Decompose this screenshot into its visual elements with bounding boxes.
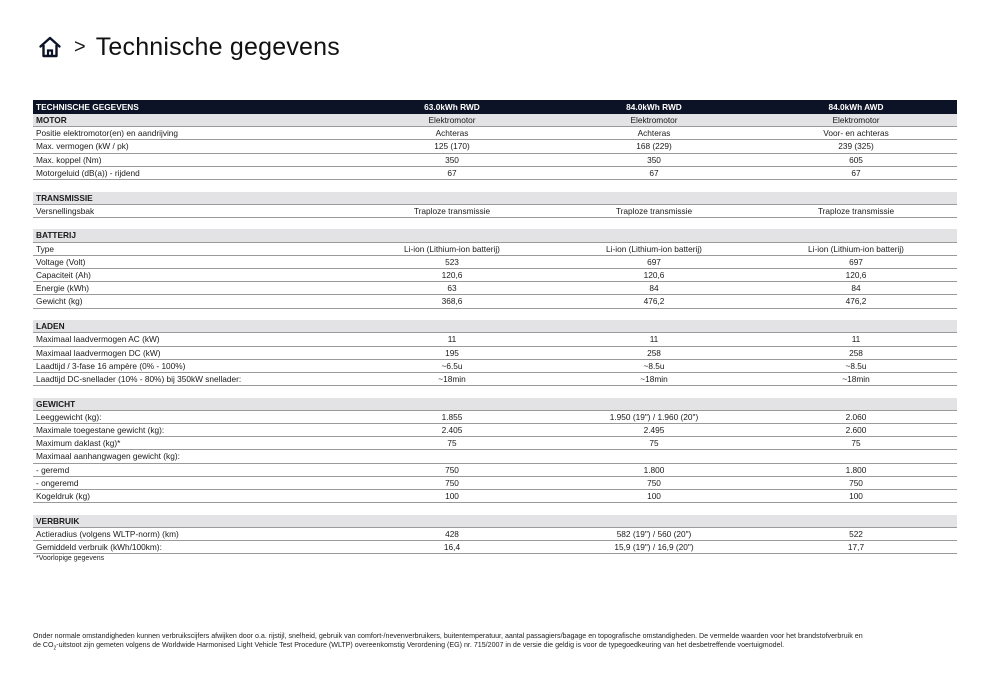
row-value: 750 [755, 476, 957, 489]
section-title-row [33, 192, 957, 205]
section-title-value [553, 229, 755, 242]
section-title-value [351, 320, 553, 333]
row-label: Maximaal laadvermogen AC (kW) [33, 333, 351, 346]
table-row [33, 269, 957, 282]
row-value: Traploze transmissie [553, 204, 755, 217]
row-label: Gewicht (kg) [33, 295, 351, 308]
row-value: ~8.5u [755, 359, 957, 372]
table-row [33, 359, 957, 372]
header-variant: 84.0kWh AWD [755, 100, 957, 114]
section-title-value [755, 320, 957, 333]
row-value: 67 [755, 166, 957, 179]
row-value: 11 [351, 333, 553, 346]
header-label: TECHNISCHE GEGEVENS [33, 100, 351, 114]
row-value: 67 [351, 166, 553, 179]
row-value: 75 [351, 437, 553, 450]
table-row [33, 476, 957, 489]
row-value: 84 [553, 282, 755, 295]
section-title-value: Elektromotor [351, 114, 553, 127]
row-value: 428 [351, 527, 553, 540]
row-value: Achteras [351, 127, 553, 140]
row-value: 17,7 [755, 541, 957, 554]
table-row [33, 527, 957, 540]
section-title-value: Elektromotor [755, 114, 957, 127]
row-label: Maximum daklast (kg)* [33, 437, 351, 450]
table-row [33, 166, 957, 179]
page-header [38, 30, 340, 64]
row-value: 120,6 [553, 269, 755, 282]
row-value: 2.060 [755, 410, 957, 423]
section-gap [33, 217, 957, 229]
gap-cell [33, 180, 957, 192]
row-value: 1.800 [755, 463, 957, 476]
spec-table [33, 100, 957, 554]
section-gap [33, 308, 957, 320]
row-value: 120,6 [755, 269, 957, 282]
breadcrumb-chevron: > [74, 35, 86, 58]
section-title-row [33, 398, 957, 411]
row-value: 368,6 [351, 295, 553, 308]
row-label: Max. vermogen (kW / pk) [33, 140, 351, 153]
row-value: 1.855 [351, 410, 553, 423]
table-row [33, 242, 957, 255]
row-label: Energie (kWh) [33, 282, 351, 295]
row-value: 2.600 [755, 424, 957, 437]
table-row [33, 490, 957, 503]
table-row [33, 295, 957, 308]
row-value: 258 [553, 346, 755, 359]
row-value: 350 [553, 153, 755, 166]
gap-cell [33, 217, 957, 229]
row-value: 476,2 [553, 295, 755, 308]
gap-cell [33, 503, 957, 515]
row-label: Laadtijd / 3-fase 16 ampère (0% - 100%) [33, 359, 351, 372]
row-value: 350 [351, 153, 553, 166]
section-gap [33, 386, 957, 398]
row-value: Li-ion (Lithium-ion batterij) [553, 242, 755, 255]
row-value: 84 [755, 282, 957, 295]
row-value [351, 450, 553, 463]
section-title: MOTOR [33, 114, 351, 127]
disclaimer-line-1: Onder normale omstandigheden kunnen verbruikscijfers afwijken door o.a. rijstijl, snelheid, gebruik van comfort-/nevenverbruikers, buitentemperatuur, aantal passagiers/bagage en topografische omstandigheden. De vermelde waarden voor het brandstofverbruik en [33, 632, 863, 640]
row-label: - ongeremd [33, 476, 351, 489]
row-label: - geremd [33, 463, 351, 476]
table-header-row [33, 100, 957, 114]
row-value: 2.405 [351, 424, 553, 437]
row-value: ~6.5u [351, 359, 553, 372]
page-title: Technische gegevens [95, 32, 340, 61]
row-label: Actieradius (volgens WLTP-norm) (km) [33, 527, 351, 540]
gap-cell [33, 386, 957, 398]
header-variant: 63.0kWh RWD [351, 100, 553, 114]
section-gap [33, 180, 957, 192]
row-value: 1.950 (19") / 1.960 (20") [553, 410, 755, 423]
row-value: 523 [351, 255, 553, 268]
row-value: 16,4 [351, 541, 553, 554]
row-value: 697 [755, 255, 957, 268]
disclaimer [33, 632, 933, 654]
gap-cell [33, 308, 957, 320]
section-title-value [755, 229, 957, 242]
table-row [33, 346, 957, 359]
section-title-value: Elektromotor [553, 114, 755, 127]
section-title-value [351, 229, 553, 242]
disclaimer-line-2: de $CO_2$-uitstoot zijn gemeten volgens de Worldwide Harmonised Light Vehicle Test Procedure (WLTP) overeenkomstig Verordening (EG) nr. 715/2007 in de versie die geldig is voor de typegoedkeuring van het desbetreffende voertuigmodel. [33, 641, 785, 652]
section-title-value [553, 320, 755, 333]
row-value: 750 [351, 476, 553, 489]
row-label: Laadtijd DC-snellader (10% - 80%) bij 350kW snellader: [33, 372, 351, 385]
row-label: Motorgeluid (dB(a)) - rijdend [33, 166, 351, 179]
section-title-value [755, 398, 957, 411]
row-value: 15,9 (19") / 16,9 (20") [553, 541, 755, 554]
section-title-row [33, 229, 957, 242]
row-label: Positie elektromotor(en) en aandrijving [33, 127, 351, 140]
section-title-value [351, 192, 553, 205]
row-value: 67 [553, 166, 755, 179]
row-value: Li-ion (Lithium-ion batterij) [755, 242, 957, 255]
table-row [33, 153, 957, 166]
row-value: 75 [755, 437, 957, 450]
row-value: 239 (325) [755, 140, 957, 153]
section-gap [33, 503, 957, 515]
row-label: Voltage (Volt) [33, 255, 351, 268]
row-value: 605 [755, 153, 957, 166]
section-title-value [553, 515, 755, 528]
row-value: 11 [553, 333, 755, 346]
row-label: Kogeldruk (kg) [33, 490, 351, 503]
row-value: 125 (170) [351, 140, 553, 153]
section-title-value [755, 515, 957, 528]
table-row [33, 424, 957, 437]
row-value: 258 [755, 346, 957, 359]
table-row [33, 410, 957, 423]
section-title-value [351, 515, 553, 528]
row-value: 522 [755, 527, 957, 540]
row-label: Maximaal laadvermogen DC (kW) [33, 346, 351, 359]
row-value [755, 450, 957, 463]
section-title-row [33, 515, 957, 528]
section-title-value [553, 398, 755, 411]
row-value: ~8.5u [553, 359, 755, 372]
row-label: Type [33, 242, 351, 255]
row-label: Capaciteit (Ah) [33, 269, 351, 282]
section-title: GEWICHT [33, 398, 351, 411]
row-value [553, 450, 755, 463]
header-variant: 84.0kWh RWD [553, 100, 755, 114]
table-row [33, 204, 957, 217]
table-row [33, 140, 957, 153]
section-title-row [33, 320, 957, 333]
row-label: Gemiddeld verbruik (kWh/100km): [33, 541, 351, 554]
row-label: Versnellingsbak [33, 204, 351, 217]
home-icon[interactable] [38, 35, 62, 59]
row-value: 195 [351, 346, 553, 359]
row-value: 2.495 [553, 424, 755, 437]
table-row [33, 437, 957, 450]
row-value: Voor- en achteras [755, 127, 957, 140]
row-label: Max. koppel (Nm) [33, 153, 351, 166]
row-value: 100 [553, 490, 755, 503]
footnote: *Voorlopige gegevens [36, 555, 105, 562]
section-title: LADEN [33, 320, 351, 333]
row-value: 168 (229) [553, 140, 755, 153]
section-title-value [351, 398, 553, 411]
table-row [33, 372, 957, 385]
table-row [33, 333, 957, 346]
row-label: Maximaal aanhangwagen gewicht (kg): [33, 450, 351, 463]
row-value: 100 [351, 490, 553, 503]
row-value: 11 [755, 333, 957, 346]
row-value: 697 [553, 255, 755, 268]
row-value: 582 (19") / 560 (20") [553, 527, 755, 540]
section-title-value [553, 192, 755, 205]
row-value: 63 [351, 282, 553, 295]
row-value: 120,6 [351, 269, 553, 282]
section-title: VERBRUIK [33, 515, 351, 528]
row-value: 75 [553, 437, 755, 450]
table-row [33, 127, 957, 140]
section-title: BATTERIJ [33, 229, 351, 242]
row-value: 1.800 [553, 463, 755, 476]
row-value: Traploze transmissie [351, 204, 553, 217]
table-row [33, 450, 957, 463]
table-row [33, 255, 957, 268]
row-value: Achteras [553, 127, 755, 140]
table-row [33, 541, 957, 554]
row-label: Maximale toegestane gewicht (kg): [33, 424, 351, 437]
row-value: 750 [553, 476, 755, 489]
table-row [33, 463, 957, 476]
row-value: 476,2 [755, 295, 957, 308]
row-value: Li-ion (Lithium-ion batterij) [351, 242, 553, 255]
row-value: Traploze transmissie [755, 204, 957, 217]
row-label: Leeggewicht (kg): [33, 410, 351, 423]
section-title-value [755, 192, 957, 205]
row-value: 750 [351, 463, 553, 476]
section-title-row [33, 114, 957, 127]
row-value: ~18min [351, 372, 553, 385]
table-row [33, 282, 957, 295]
row-value: 100 [755, 490, 957, 503]
row-value: ~18min [553, 372, 755, 385]
row-value: ~18min [755, 372, 957, 385]
section-title: TRANSMISSIE [33, 192, 351, 205]
